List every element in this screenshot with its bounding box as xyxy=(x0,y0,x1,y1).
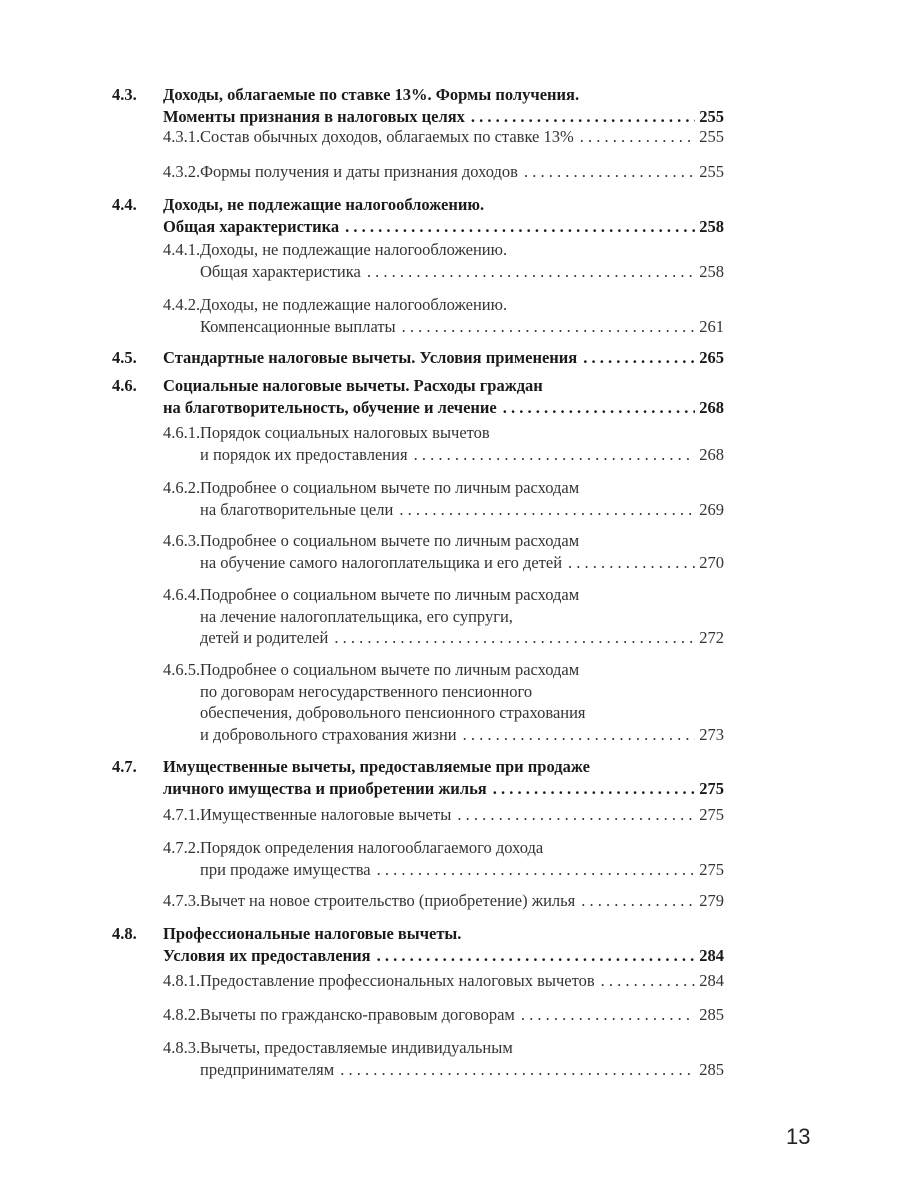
dot-leader xyxy=(493,778,696,800)
toc-subsection xyxy=(163,1004,724,1026)
entry-page: 272 xyxy=(699,628,724,647)
entry-title: Доходы, не подлежащие налогообложению. xyxy=(163,195,485,214)
toc-subsection xyxy=(163,294,724,337)
entry-number: 4.6.5. xyxy=(163,660,201,679)
entry-page: 275 xyxy=(699,778,724,798)
entry-title: Вычет на новое строительство (приобретение) жилья xyxy=(200,891,576,910)
entry-title: и порядок их предоставления xyxy=(200,444,408,464)
toc-subsection xyxy=(163,239,724,282)
entry-title: Подробнее о социальном вычете по личным расходам xyxy=(200,478,580,497)
toc-section xyxy=(112,84,724,127)
dot-leader xyxy=(601,970,696,992)
entry-page: 268 xyxy=(699,444,724,464)
toc-subsection xyxy=(163,890,724,912)
dot-leader xyxy=(340,1059,695,1081)
entry-number: 4.6.2. xyxy=(163,478,201,497)
entry-title: Социальные налоговые вычеты. Расходы граждан xyxy=(163,376,543,395)
dot-leader xyxy=(345,216,695,238)
entry-page: 255 xyxy=(699,106,724,126)
page-number: 13 xyxy=(786,1124,811,1149)
dot-leader xyxy=(568,552,695,574)
toc-subsection xyxy=(163,1037,724,1080)
toc-subsection xyxy=(163,659,724,745)
toc-subsection xyxy=(163,970,724,992)
toc-subsection xyxy=(163,161,724,183)
dot-leader xyxy=(580,126,696,148)
entry-number: 4.8. xyxy=(112,924,137,943)
entry-title: Доходы, не подлежащие налогообложению. xyxy=(200,295,508,314)
toc-subsection xyxy=(163,837,724,880)
entry-title: Компенсационные выплаты xyxy=(200,316,396,336)
entry-title: Общая характеристика xyxy=(163,216,340,236)
toc-subsection xyxy=(163,584,724,649)
entry-number: 4.4. xyxy=(112,195,137,214)
toc-section xyxy=(112,756,724,799)
dot-leader xyxy=(457,804,695,826)
entry-title: при продаже имущества xyxy=(200,859,371,879)
entry-number: 4.3.2. xyxy=(163,162,201,181)
entry-title: и добровольного страхования жизни xyxy=(200,724,457,744)
entry-title: обеспечения, добровольного пенсионного страхования xyxy=(200,703,586,722)
entry-title: Вычеты, предоставляемые индивидуальным xyxy=(200,1038,513,1057)
entry-number: 4.8.1. xyxy=(163,971,201,990)
dot-leader xyxy=(414,444,696,466)
entry-number: 4.7.3. xyxy=(163,891,201,910)
entry-number: 4.7.2. xyxy=(163,838,201,857)
entry-number: 4.6.1. xyxy=(163,423,201,442)
dot-leader xyxy=(503,397,696,419)
entry-title: Порядок социальных налоговых вычетов xyxy=(200,423,490,442)
entry-title: Профессиональные налоговые вычеты. xyxy=(163,924,462,943)
entry-title: личного имущества и приобретении жилья xyxy=(163,778,487,798)
dot-leader xyxy=(377,859,696,881)
dot-leader xyxy=(521,1004,695,1026)
entry-title: Подробнее о социальном вычете по личным расходам xyxy=(200,531,580,550)
dot-leader xyxy=(463,724,696,746)
entry-title: Подробнее о социальном вычете по личным расходам xyxy=(200,585,580,604)
entry-number: 4.3. xyxy=(112,85,137,104)
entry-page: 269 xyxy=(699,499,724,519)
entry-title: Имущественные вычеты, предоставляемые при продаже xyxy=(163,757,590,776)
toc-subsection xyxy=(163,804,724,826)
entry-title: Имущественные налоговые вычеты xyxy=(200,805,452,824)
entry-page: 258 xyxy=(699,216,724,236)
entry-title: Доходы, облагаемые по ставке 13%. Формы получения. xyxy=(163,85,580,104)
entry-number: 4.6.3. xyxy=(163,531,201,550)
entry-title: Доходы, не подлежащие налогообложению. xyxy=(200,240,508,259)
toc-section xyxy=(112,923,724,966)
toc-subsection xyxy=(163,477,724,520)
entry-page: 285 xyxy=(699,1059,724,1079)
entry-page: 284 xyxy=(699,945,724,965)
entry-page: 255 xyxy=(699,127,724,146)
entry-title: на лечение налогоплательщика, его супруги, xyxy=(200,606,513,626)
entry-title: Стандартные налоговые вычеты. Условия применения xyxy=(163,348,578,367)
entry-page: 270 xyxy=(699,552,724,572)
entry-number: 4.4.2. xyxy=(163,295,201,314)
entry-title: Формы получения и даты признания доходов xyxy=(200,162,518,181)
entry-title: Вычеты по гражданско-правовым договорам xyxy=(200,1005,515,1024)
dot-leader xyxy=(402,316,696,338)
entry-title: на обучение самого налогоплательщика и его детей xyxy=(200,552,563,572)
toc-section xyxy=(112,347,724,369)
entry-title: Порядок определения налогооблагаемого дохода xyxy=(200,838,544,857)
entry-page: 273 xyxy=(699,724,724,744)
entry-title: Состав обычных доходов, облагаемых по ставке 13% xyxy=(200,127,574,146)
entry-title: Общая характеристика xyxy=(200,261,361,281)
entry-title: детей и родителей xyxy=(200,628,329,647)
entry-number: 4.3.1. xyxy=(163,127,201,146)
entry-number: 4.6.4. xyxy=(163,585,201,604)
entry-number: 4.7.1. xyxy=(163,805,201,824)
toc-subsection xyxy=(163,530,724,573)
entry-title: Моменты признания в налоговых целях xyxy=(163,106,465,126)
entry-title: Предоставление профессиональных налоговых вычетов xyxy=(200,971,595,990)
dot-leader xyxy=(367,261,695,283)
dot-leader xyxy=(377,945,696,967)
entry-title: Условия их предоставления xyxy=(163,945,371,965)
dot-leader xyxy=(334,627,695,649)
dot-leader xyxy=(471,106,695,128)
entry-page: 284 xyxy=(699,971,724,990)
entry-number: 4.8.2. xyxy=(163,1005,201,1024)
dot-leader xyxy=(583,347,695,369)
entry-page: 265 xyxy=(699,348,724,367)
entry-page: 285 xyxy=(699,1005,724,1024)
entry-title: предпринимателям xyxy=(200,1059,335,1079)
entry-page: 275 xyxy=(699,805,724,824)
entry-page: 275 xyxy=(699,859,724,879)
entry-number: 4.6. xyxy=(112,376,137,395)
dot-leader xyxy=(524,161,695,183)
entry-page: 279 xyxy=(699,891,724,910)
toc-section xyxy=(112,375,724,418)
entry-page: 268 xyxy=(699,397,724,417)
toc-section xyxy=(112,194,724,237)
entry-title: по договорам негосударственного пенсионного xyxy=(200,681,533,701)
entry-number: 4.5. xyxy=(112,348,137,367)
entry-number: 4.8.3. xyxy=(163,1038,201,1057)
entry-page: 261 xyxy=(699,316,724,336)
entry-number: 4.4.1. xyxy=(163,240,201,259)
entry-title: на благотворительность, обучение и лечение xyxy=(163,397,497,417)
toc-subsection xyxy=(163,126,724,148)
dot-leader xyxy=(581,890,695,912)
entry-page: 255 xyxy=(699,162,724,181)
entry-title: на благотворительные цели xyxy=(200,499,394,519)
toc-subsection xyxy=(163,422,724,465)
dot-leader xyxy=(399,499,695,521)
entry-number: 4.7. xyxy=(112,757,137,776)
entry-title: Подробнее о социальном вычете по личным расходам xyxy=(200,660,580,679)
entry-page: 258 xyxy=(699,261,724,281)
